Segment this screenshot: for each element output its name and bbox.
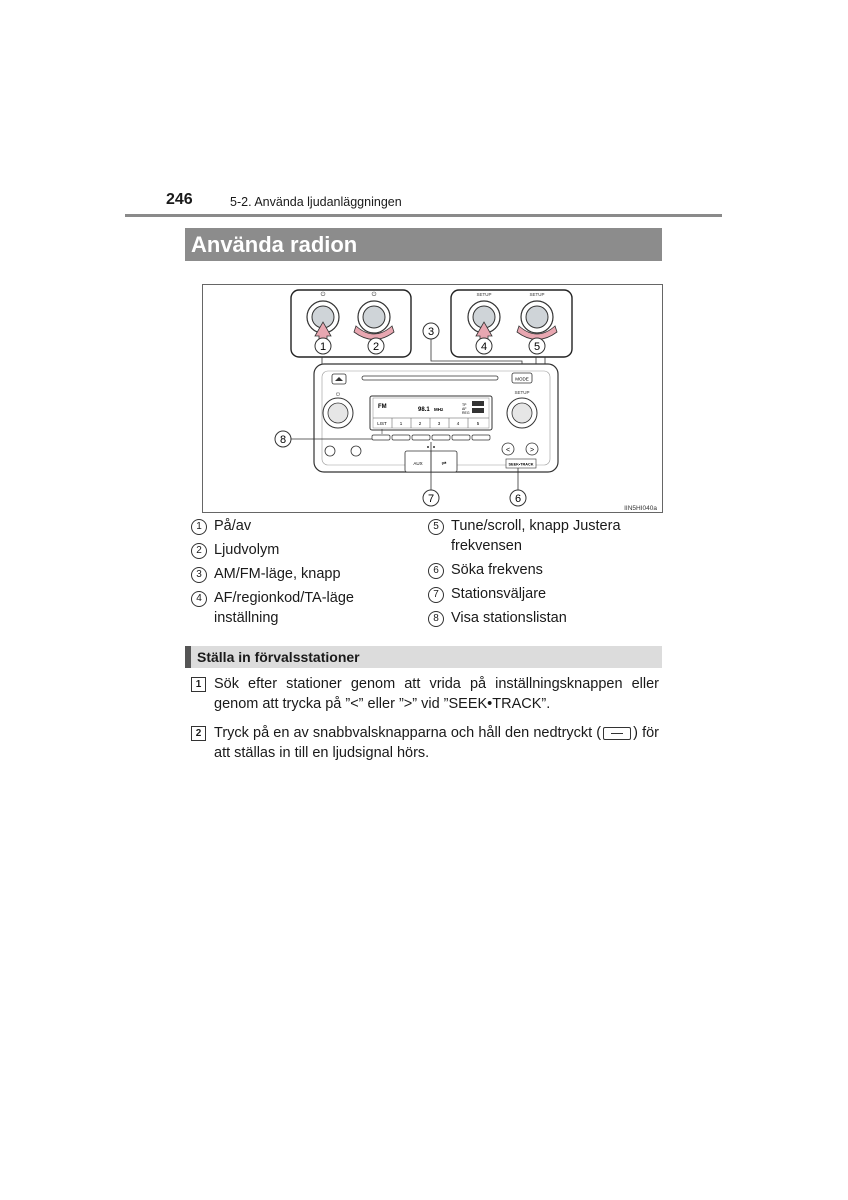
step-text-before: Tryck på en av snabbvalsknapparna och håll den nedtryckt ( bbox=[214, 725, 602, 741]
aux-label: AUX bbox=[413, 461, 423, 466]
phone-button bbox=[325, 446, 335, 456]
mode-label: MODE bbox=[515, 376, 529, 382]
display-indicator-af: AF bbox=[462, 407, 467, 411]
svg-text:4: 4 bbox=[480, 341, 488, 353]
display-indicator-tp: TP bbox=[462, 403, 467, 407]
preset-button-icon bbox=[603, 727, 631, 740]
step-text-after: ) för att ställas in till en ljudsignal hörs. bbox=[214, 725, 659, 761]
display-preset-4-label: 4 bbox=[456, 421, 460, 426]
legend-item bbox=[428, 584, 668, 604]
image-code: IIN5HI040a bbox=[624, 505, 657, 512]
seek-prev-icon: < bbox=[505, 447, 511, 454]
step-1 bbox=[191, 674, 659, 714]
settings-button bbox=[351, 446, 361, 456]
power-symbol-label-2: ⏻ bbox=[371, 292, 377, 298]
legend-item bbox=[428, 560, 668, 580]
setup-label-panel: SETUP bbox=[514, 390, 530, 395]
callout-5 bbox=[529, 338, 545, 354]
radio-panel-illustration bbox=[202, 284, 663, 513]
power-symbol-panel: ⏻ bbox=[336, 392, 340, 398]
step-text: Sök efter stationer genom att vrida på inställningsknappen eller genom att trycka på ”<” eller ”>” vid ”SEEK•TRACK”. bbox=[214, 676, 659, 712]
power-symbol-label: ⏻ bbox=[320, 292, 326, 298]
radio-panel-figure bbox=[202, 284, 663, 513]
display-frequency: 98.1 bbox=[418, 407, 430, 413]
callout-4 bbox=[476, 338, 492, 354]
setup-label-small-2: SETUP bbox=[529, 292, 545, 297]
legend-number: 8 bbox=[428, 611, 444, 627]
callout-1 bbox=[315, 338, 331, 354]
step-2 bbox=[191, 723, 659, 763]
step-text bbox=[191, 723, 659, 763]
legend-item bbox=[191, 540, 411, 560]
svg-text:5: 5 bbox=[533, 341, 541, 353]
setup-label-small: SETUP bbox=[476, 292, 492, 297]
svg-text:7: 7 bbox=[427, 493, 435, 505]
legend-item bbox=[191, 564, 411, 584]
legend-text: Ljudvolym bbox=[214, 542, 280, 558]
subsection-title: Ställa in förvalsstationer bbox=[185, 646, 662, 668]
callout-7 bbox=[423, 490, 439, 506]
legend-number: 4 bbox=[191, 591, 207, 607]
legend-item bbox=[428, 516, 668, 556]
header-divider bbox=[125, 214, 722, 217]
svg-text:6: 6 bbox=[514, 493, 522, 505]
svg-text:2: 2 bbox=[372, 341, 380, 353]
legend-number: 5 bbox=[428, 519, 444, 535]
display-list-label: LIST bbox=[377, 421, 387, 426]
seek-track-label: SEEK•TRACK bbox=[508, 462, 534, 467]
step-number: 2 bbox=[191, 726, 206, 741]
svg-text:1: 1 bbox=[319, 341, 327, 353]
legend-text: Söka frekvens bbox=[451, 562, 543, 578]
legend-text: AF/regionkod/TA-läge inställning bbox=[214, 590, 354, 626]
legend-number: 2 bbox=[191, 543, 207, 559]
svg-text:3: 3 bbox=[427, 326, 435, 338]
svg-text:8: 8 bbox=[279, 434, 287, 446]
legend-text: Tune/scroll, knapp Justera frekvensen bbox=[451, 518, 621, 554]
legend-number: 7 bbox=[428, 587, 444, 603]
legend-left-column bbox=[191, 516, 411, 632]
legend-item bbox=[191, 516, 411, 536]
usb-icon: ⇌ bbox=[441, 461, 447, 467]
step-number: 1 bbox=[191, 677, 206, 692]
display-band: FM bbox=[378, 404, 387, 410]
legend-text: Stationsväljare bbox=[451, 586, 547, 602]
display-preset-2-label: 2 bbox=[418, 421, 422, 426]
legend-text: Visa stationslistan bbox=[451, 610, 567, 626]
legend-text: På/av bbox=[214, 518, 252, 534]
display-preset-5-label: 5 bbox=[476, 421, 480, 426]
legend-number: 6 bbox=[428, 563, 444, 579]
legend-item bbox=[191, 588, 411, 628]
callout-3 bbox=[423, 323, 439, 339]
callout-8 bbox=[275, 431, 291, 447]
page-number: 246 bbox=[166, 191, 193, 208]
legend-item bbox=[428, 608, 668, 628]
breadcrumb: 5-2. Använda ljudanläggningen bbox=[230, 195, 402, 209]
legend-text: AM/FM-läge, knapp bbox=[214, 566, 341, 582]
legend-number: 3 bbox=[191, 567, 207, 583]
seek-next-icon: > bbox=[529, 447, 535, 454]
callout-6 bbox=[510, 490, 526, 506]
display-indicator-reg: REG bbox=[462, 411, 470, 415]
callout-2 bbox=[368, 338, 384, 354]
section-title: Använda radion bbox=[185, 228, 662, 261]
display-unit: MHz bbox=[434, 407, 444, 412]
display-preset-1-label: 1 bbox=[399, 421, 403, 426]
legend-number: 1 bbox=[191, 519, 207, 535]
display-preset-3-label: 3 bbox=[437, 421, 441, 426]
legend-right-column bbox=[428, 516, 668, 632]
cd-slot bbox=[362, 376, 498, 380]
